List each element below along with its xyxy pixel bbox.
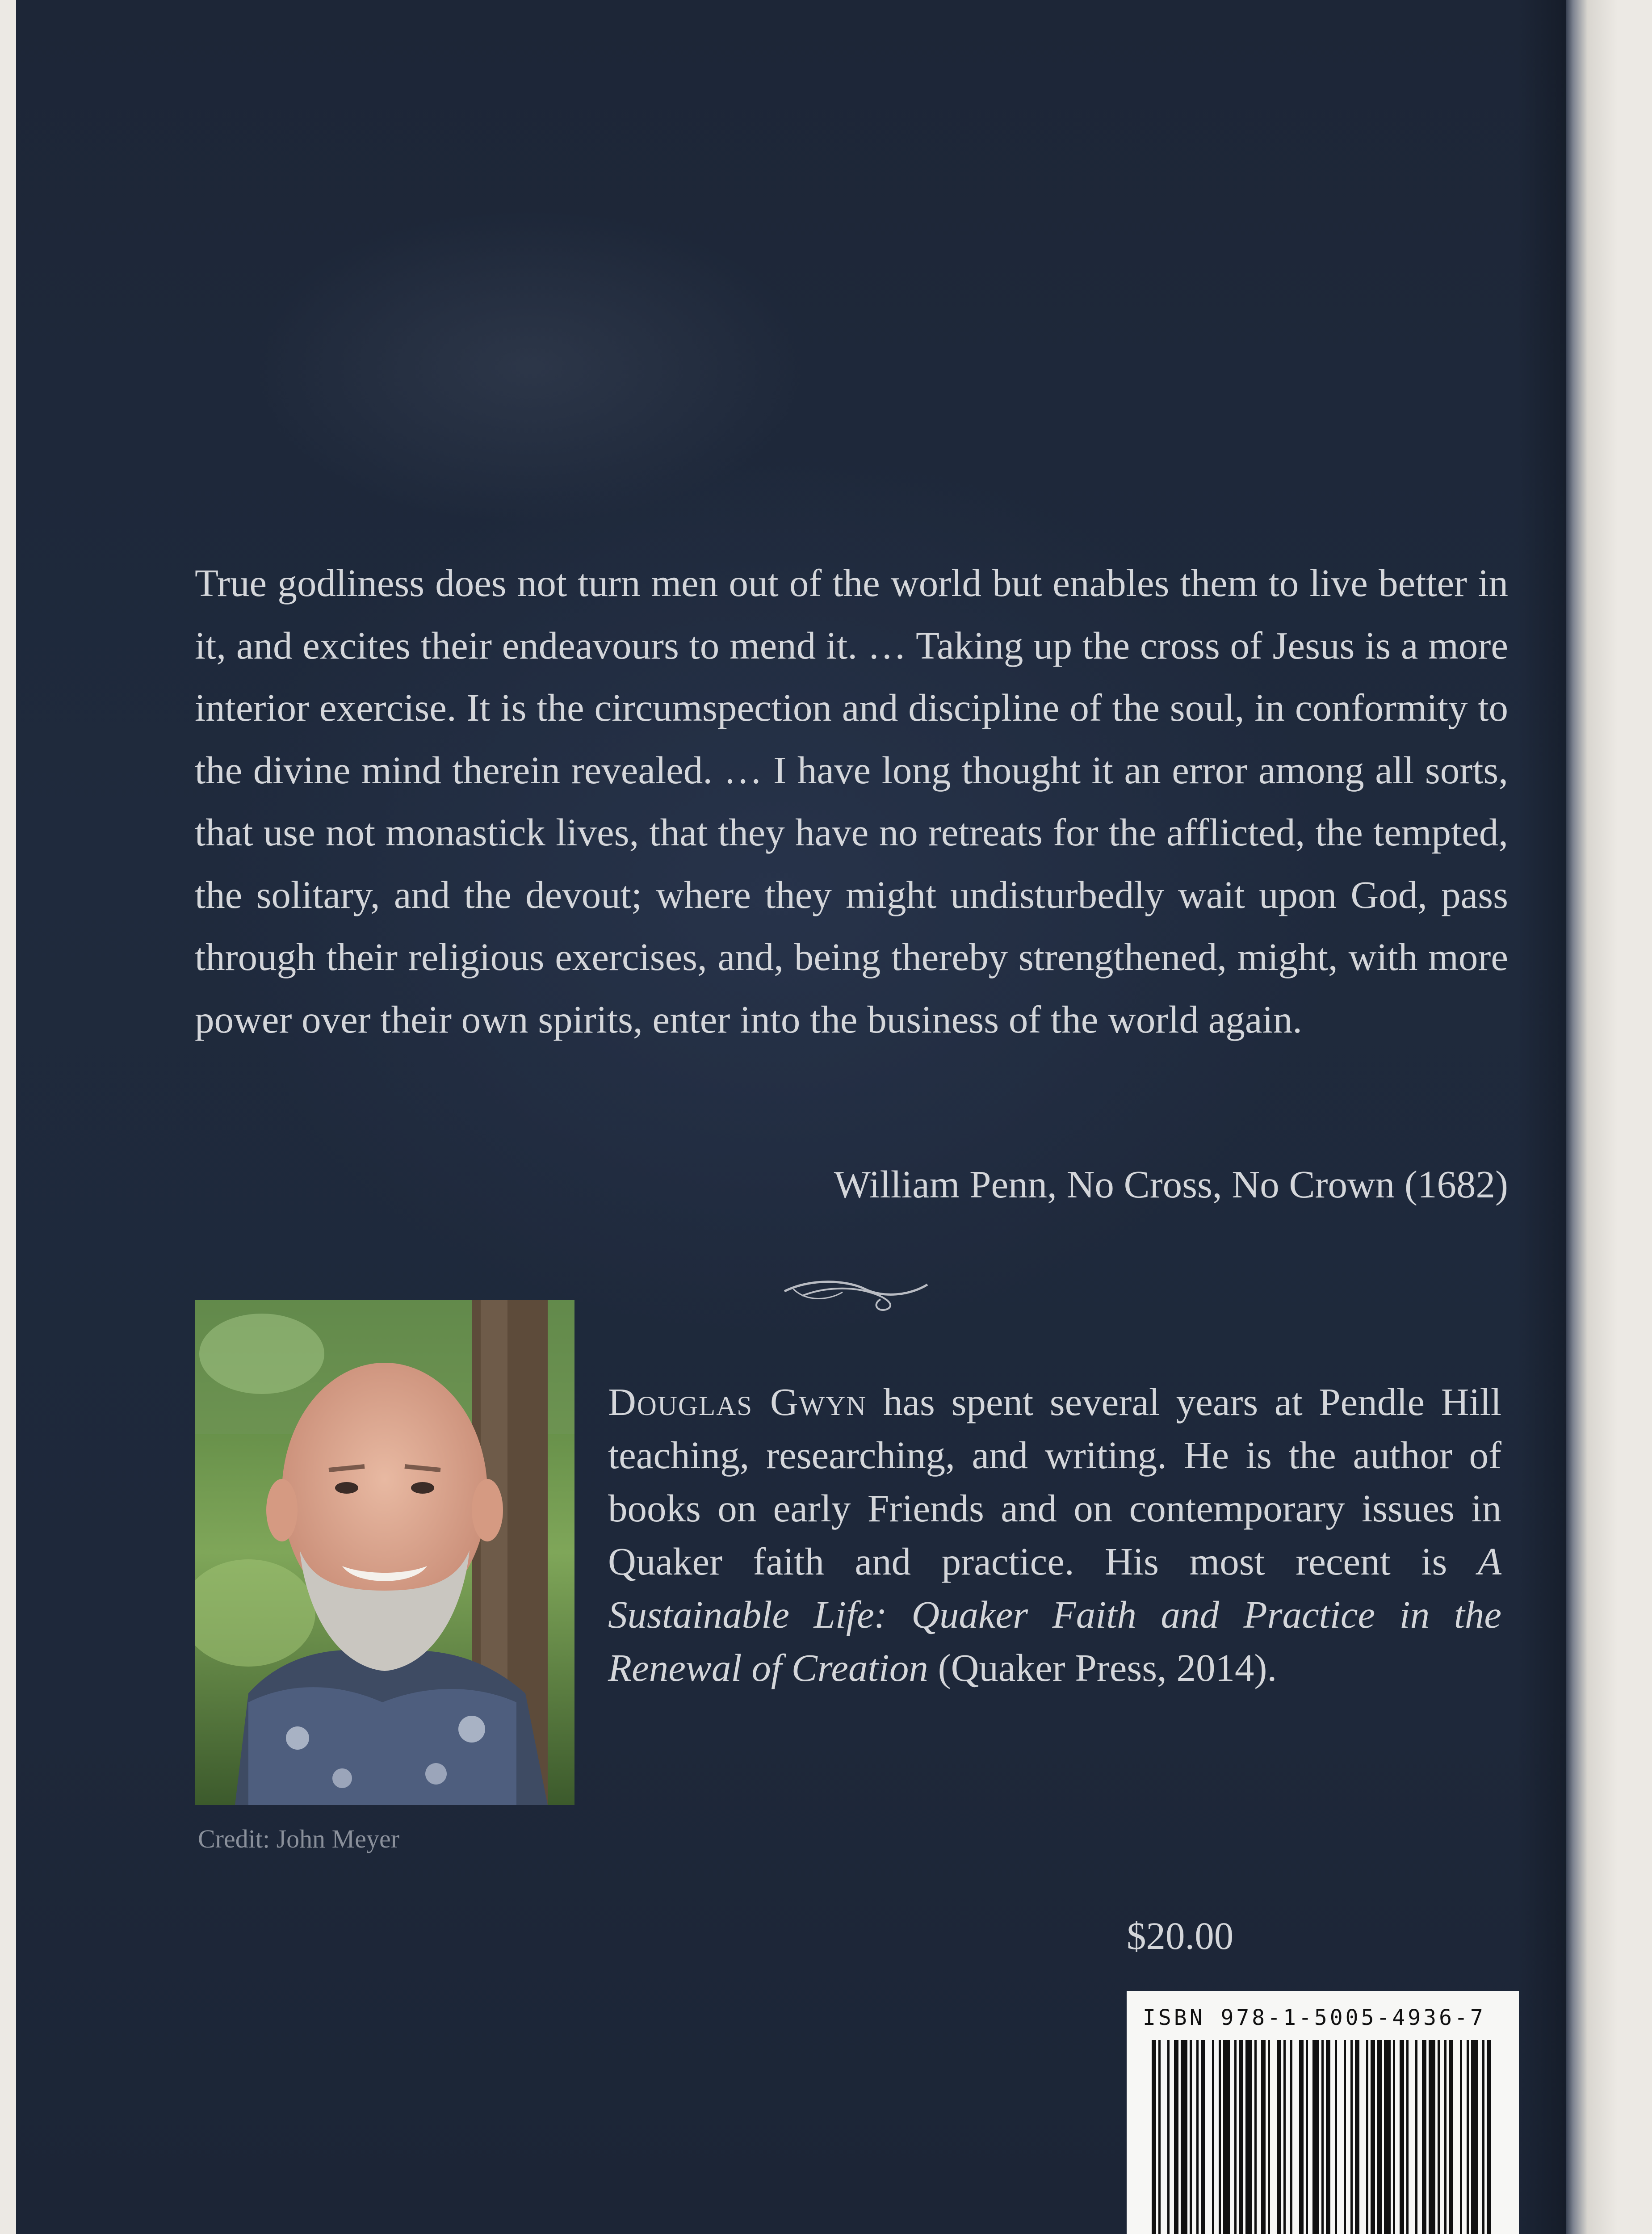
barcode-bar <box>1438 2040 1440 2234</box>
barcode-bar <box>1371 2040 1375 2234</box>
barcode-bar <box>1152 2040 1156 2234</box>
barcode-bar <box>1219 2040 1221 2234</box>
author-photo <box>195 1300 574 1805</box>
barcode-bar <box>1223 2040 1230 2234</box>
barcode-bar <box>1350 2040 1353 2234</box>
price: $20.00 <box>1127 1914 1234 1957</box>
barcode-bar <box>1239 2040 1243 2234</box>
barcode-bar <box>1449 2040 1453 2234</box>
barcode-bar <box>1355 2040 1359 2234</box>
barcode-bar <box>1487 2040 1491 2234</box>
barcode-bar <box>1400 2040 1404 2234</box>
bio-text-2: (Quaker Press, 2014). <box>928 1646 1277 1689</box>
barcode-bar <box>1254 2040 1257 2234</box>
barcode-bar <box>1268 2040 1270 2234</box>
barcode-bars <box>1143 2040 1500 2234</box>
barcode-bar <box>1158 2040 1161 2234</box>
barcode-bar <box>1190 2040 1192 2234</box>
author-photo-credit: Credit: John Meyer <box>198 1824 400 1853</box>
barcode-bar <box>1326 2040 1330 2234</box>
barcode-bar <box>1174 2040 1178 2234</box>
barcode-bar <box>1201 2040 1205 2234</box>
barcode-bar <box>1212 2040 1214 2234</box>
barcode-bar <box>1415 2040 1417 2234</box>
barcode-bar <box>1422 2040 1426 2234</box>
barcode-bar <box>1471 2040 1478 2234</box>
quote-attribution: William Penn, No Cross, No Crown (1682) <box>834 1163 1508 1206</box>
barcode-bar <box>1181 2040 1187 2234</box>
barcode-bar <box>1429 2040 1435 2234</box>
barcode-bar <box>1377 2040 1382 2234</box>
back-cover <box>16 0 1566 2234</box>
barcode-bar <box>1312 2040 1319 2234</box>
barcode-bar <box>1234 2040 1237 2234</box>
barcode-bar <box>1335 2040 1337 2234</box>
barcode-bar <box>1344 2040 1346 2234</box>
barcode-bar <box>1277 2040 1281 2234</box>
barcode-bar <box>1460 2040 1462 2234</box>
barcode-bar <box>1283 2040 1286 2234</box>
barcode-bar <box>1482 2040 1484 2234</box>
cover-edge-shade <box>1517 0 1566 2234</box>
epigraph-quote: True godliness does not turn men out of the world but enables them to live better in it, and excites their endeavours to mend it. … Taking up the cross of Jesus is a more interior exercise. It is the circumspection and discipline of the soul, in conformity to the divine mind therein revealed. … I have long thought it an error among all sorts, that use not monastick lives, that they have no retreats for the afflicted, the tempted, the solitary, and the devout; where they might undisturbedly wait upon God, pass through their religious exercises, and, being thereby strengthened, might, with more power over their own spirits, enter into the business of the world again. <box>195 561 1508 1041</box>
isbn-number: ISBN 978-1-5005-4936-7 <box>1143 2005 1486 2030</box>
author-bio <box>608 1375 1501 1694</box>
barcode-bar <box>1406 2040 1409 2234</box>
book-title: A Sustainable Life: Quaker Faith and Practice in the Renewal of Creation <box>608 1540 1501 1689</box>
author-name: Douglas Gwyn <box>608 1380 867 1424</box>
bio-text-1: has spent several years at Pendle Hill teaching, researching, and writing. He is the author of books on early Friends and on contemporary issues in Quaker faith and practice. His most recent is <box>608 1380 1502 1583</box>
barcode-bar <box>1167 2040 1170 2234</box>
barcode-bar <box>1384 2040 1391 2234</box>
barcode-bar <box>1290 2040 1292 2234</box>
barcode-bar <box>1306 2040 1308 2234</box>
barcode-bar <box>1299 2040 1304 2234</box>
barcode-bar <box>1467 2040 1469 2234</box>
barcode-bar <box>1444 2040 1447 2234</box>
barcode-bar <box>1245 2040 1252 2234</box>
barcode-bar <box>1393 2040 1395 2234</box>
barcode-bar <box>1261 2040 1266 2234</box>
barcode-bar <box>1321 2040 1324 2234</box>
flourish-ornament <box>776 1264 936 1314</box>
page-edge <box>1566 0 1652 2234</box>
barcode-bar <box>1196 2040 1199 2234</box>
barcode-bar <box>1366 2040 1368 2234</box>
isbn-barcode <box>1127 1991 1519 2234</box>
